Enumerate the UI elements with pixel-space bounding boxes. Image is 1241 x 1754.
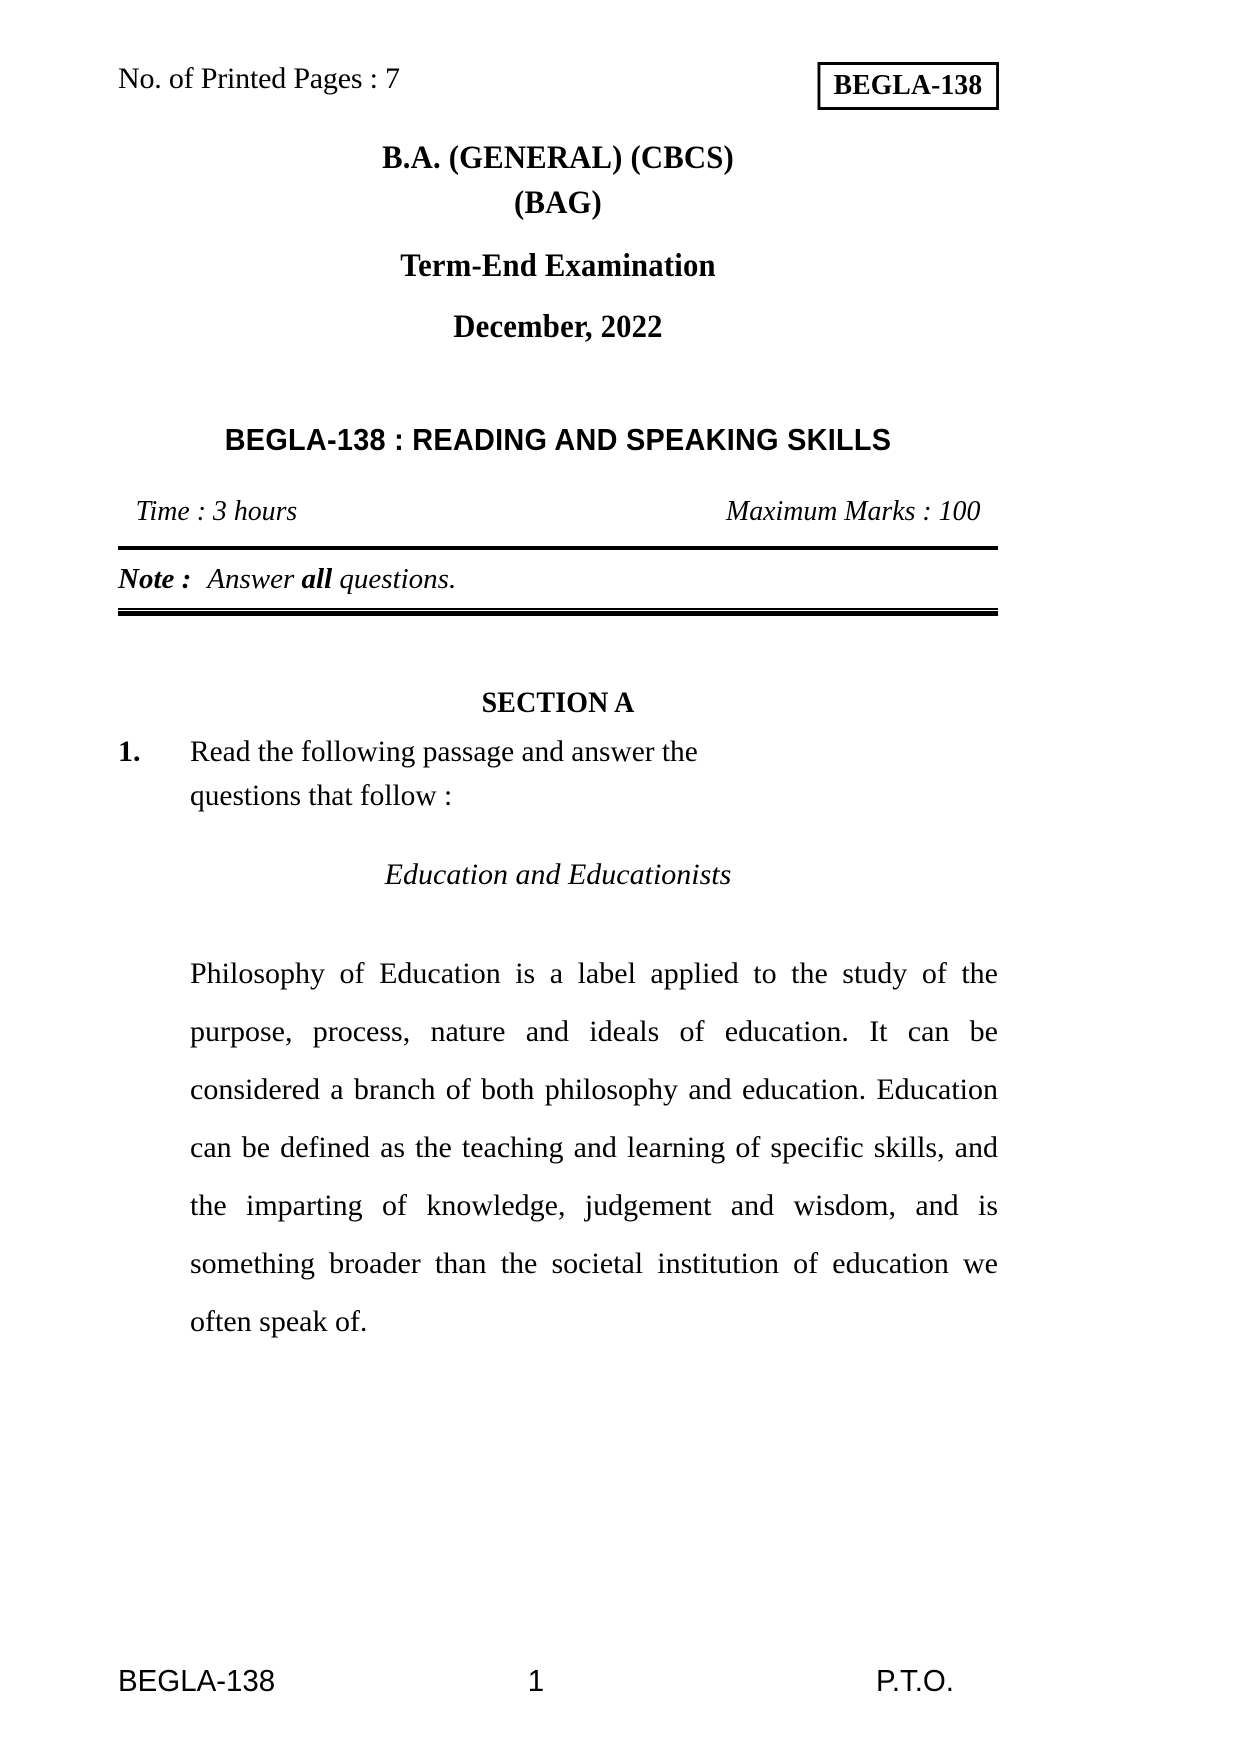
page-header (118, 62, 998, 110)
programme-abbreviation: (BAG) (514, 185, 602, 221)
passage-paragraph: Philosophy of Education is a label applied to the study of the purpose, process, nature and ideals of education. It can be considered a branch of both philosophy and education. Education can be defined as the teaching and learning of specific skills, and the imparting of knowledge, judgement and wisdom, and is something broader than the societal institution of education we often speak of. (190, 957, 998, 1338)
footer-course-code: BEGLA-138 (118, 1663, 276, 1698)
note-text-after: questions. (332, 563, 457, 595)
footer-page-number: 1 (527, 1663, 545, 1698)
question-text (190, 730, 982, 818)
question-number: 1. (118, 735, 141, 768)
horizontal-rule-double (118, 608, 998, 616)
question-row (118, 730, 998, 818)
note-label: Note : (118, 563, 192, 595)
course-code-box: BEGLA-138 (817, 62, 998, 110)
examination-type: Term-End Examination (400, 248, 716, 284)
section-heading: SECTION A (481, 686, 635, 719)
horizontal-rule-top (118, 546, 998, 550)
note-emphasis: all (301, 563, 333, 595)
programme-title: B.A. (GENERAL) (CBCS) (382, 140, 734, 176)
exam-note (118, 562, 998, 597)
question-1 (118, 730, 998, 818)
question-text-line-1: Read the following passage and answer the (190, 735, 698, 768)
exam-duration: Time : 3 hours (135, 495, 298, 527)
footer-turn-over: P.T.O. (875, 1663, 954, 1698)
exam-title-block (118, 142, 998, 344)
examination-session: December, 2022 (453, 309, 663, 345)
question-text-line-2: questions that follow : (190, 779, 453, 812)
course-subject-title: BEGLA-138 : READING AND SPEAKING SKILLS (224, 422, 892, 457)
printed-pages-label: No. of Printed Pages : 7 (118, 62, 400, 95)
passage-title: Education and Educationists (384, 858, 732, 891)
exam-meta-row (136, 496, 981, 528)
note-text-before: Answer (207, 563, 302, 595)
exam-maximum-marks: Maximum Marks : 100 (726, 495, 981, 527)
page-footer (118, 1664, 954, 1698)
passage-body (190, 945, 998, 1351)
